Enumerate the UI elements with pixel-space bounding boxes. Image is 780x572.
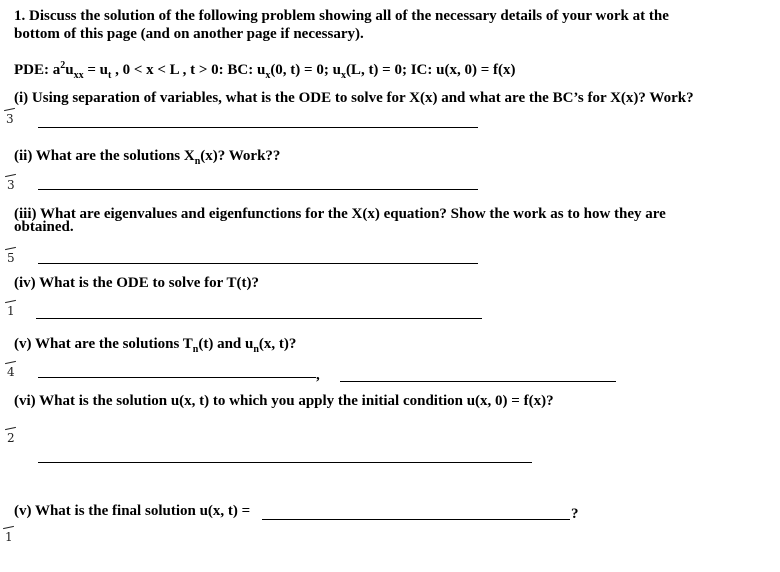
question-3-line2: obtained. <box>14 219 74 235</box>
question-6: (vi) What is the solution u(x, t) to which you apply the initial condition u(x, 0) = f(x)? <box>14 393 554 409</box>
answer-line-4[interactable] <box>36 318 482 319</box>
margin-score-1: 3 <box>6 112 14 126</box>
question-3-line1: (iii) What are eigenvalues and eigenfunctions for the X(x) equation? Show the work as to how they are <box>14 206 666 222</box>
answer-line-1[interactable] <box>38 127 478 128</box>
margin-score-5: 4 <box>7 365 15 379</box>
margin-score-4: 1 <box>7 304 15 318</box>
question-1: (i) Using separation of variables, what is the ODE to solve for X(x) and what are the BC’s for X(x)? Work? <box>14 90 694 106</box>
answer-line-2[interactable] <box>38 189 478 190</box>
question-mark: ? <box>571 506 579 522</box>
margin-score-6: 2 <box>7 431 15 445</box>
pde-statement: PDE: $a^2u_{xx} = u_t$ , 0 < x < L , t > 0: BC: $u_x(0$, t) = 0; $u_x(L$, t) = 0; IC: u(x, 0) = f(x) <box>14 60 516 81</box>
margin-score-3: 5 <box>7 251 15 265</box>
answer-line-3[interactable] <box>38 263 478 264</box>
problem-header-line1: 1. Discuss the solution of the following problem showing all of the necessary details of your work at the <box>14 8 669 24</box>
answer-line-5b[interactable] <box>340 381 616 382</box>
problem-header-line2: bottom of this page (and on another page if necessary). <box>14 26 364 42</box>
question-5: (v) What are the solutions $T_n(t)$ and $u_n(x$, t)? <box>14 336 297 355</box>
question-2: (ii) What are the solutions $X_n(x)$? Work?? <box>14 148 281 167</box>
question-4: (iv) What is the ODE to solve for T(t)? <box>14 275 259 291</box>
answer-line-6[interactable] <box>38 462 532 463</box>
answer-line-7[interactable] <box>262 519 570 520</box>
margin-score-7: 1 <box>5 530 13 544</box>
answer-line-5a[interactable] <box>38 377 316 378</box>
question-7: (v) What is the final solution u(x, t) = <box>14 503 251 519</box>
margin-score-2: 3 <box>7 178 15 192</box>
answer-comma: , <box>316 367 320 383</box>
